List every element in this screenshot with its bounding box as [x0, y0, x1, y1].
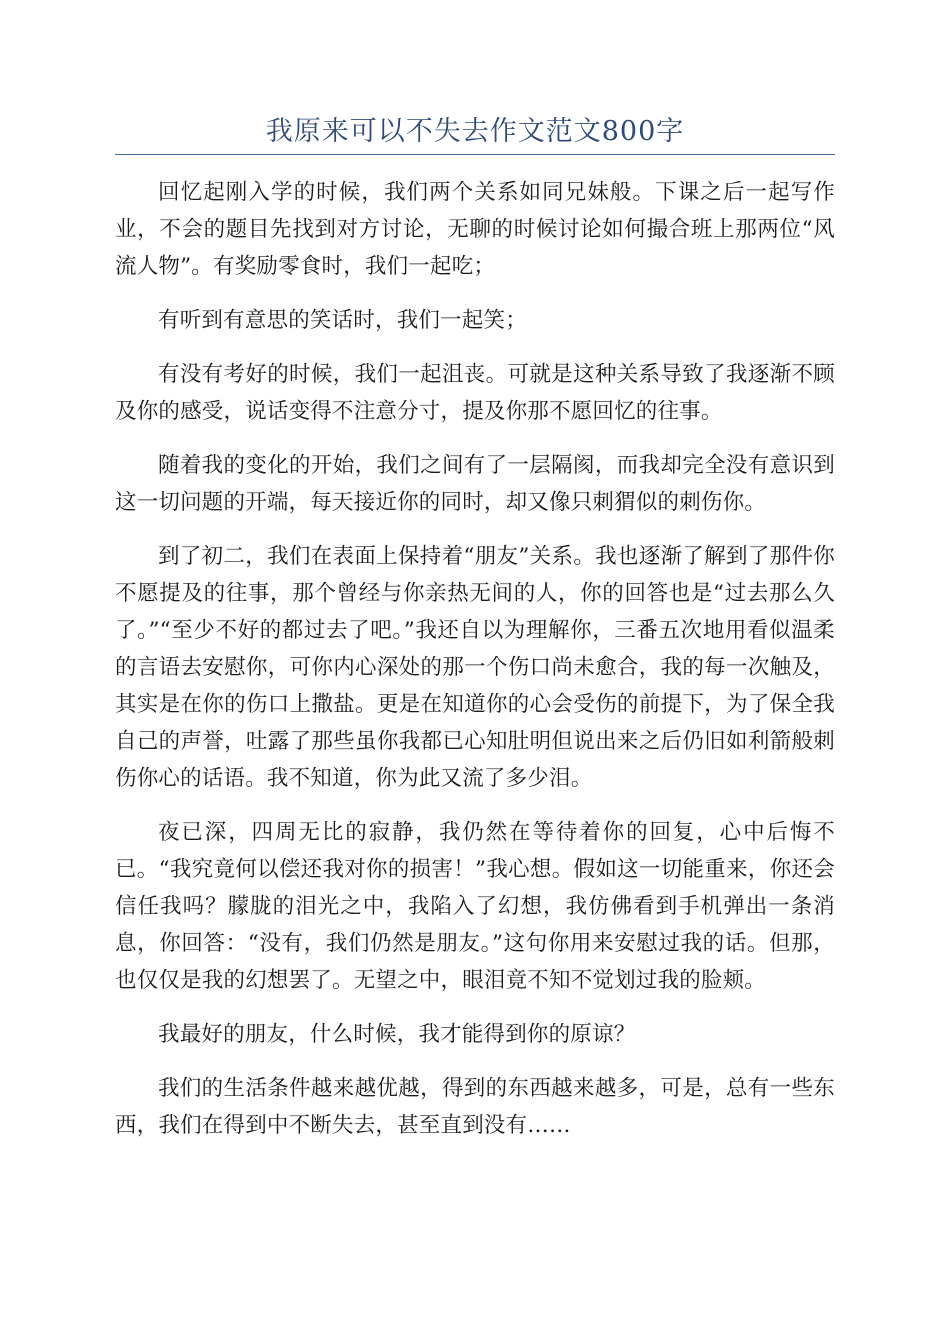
paragraph: 有听到有意思的笑话时，我们一起笑；	[158, 308, 527, 333]
paragraph: 夜已深，四周无比的寂静，我仍然在等待着你的回复，心中后悔不已。“我究竟何以偿还我对你的损害！”我心想。假如这一切能重来，你还会信任我吗？朦胧的泪光之中，我陷入了幻想，我仿佛看到手机弹出一条消息，你回答：“没有，我们仍然是朋友。”这句你用来安慰过我的话。但那，也仅仅是我的幻想罢了。无望之中，眼泪竟不知不觉划过我的脸颊。	[115, 820, 835, 993]
paragraph: 我最好的朋友，什么时候，我才能得到你的原谅？	[158, 1022, 636, 1047]
paragraph: 回忆起刚入学的时候，我们两个关系如同兄妹般。下课之后一起写作业，不会的题目先找到对方讨论，无聊的时候讨论如何撮合班上那两位“风流人物”。有奖励零食时，我们一起吃；	[115, 180, 835, 279]
paragraph: 到了初二，我们在表面上保持着“朋友”关系。我也逐渐了解到了那件你不愿提及的往事，那个曾经与你亲热无间的人，你的回答也是“过去那么久了。”“至少不好的都过去了吧。”我还自以为理解你，三番五次地用看似温柔的言语去安慰你，可你内心深处的那一个伤口尚未愈合，我的每一次触及，其实是在你的伤口上撒盐。更是在知道你的心会受伤的前提下，为了保全我自己的声誉，吐露了那些虽你我都已心知肚明但说出来之后仍旧如利箭般刺伤你心的话语。我不知道，你为此又流了多少泪。	[115, 544, 835, 791]
title-underline	[115, 154, 835, 155]
paragraph: 有没有考好的时候，我们一起沮丧。可就是这种关系导致了我逐渐不顾及你的感受，说话变得不注意分寸，提及你那不愿回忆的往事。	[115, 362, 835, 424]
document-body	[115, 174, 835, 1161]
paragraph: 随着我的变化的开始，我们之间有了一层隔阂，而我却完全没有意识到这一切问题的开端，每天接近你的同时，却又像只刺猬似的刺伤你。	[115, 453, 835, 515]
document-title: 我原来可以不失去作文范文800字	[265, 116, 685, 147]
paragraph: 我们的生活条件越来越优越，得到的东西越来越多，可是，总有一些东西，我们在得到中不断失去，甚至直到没有……	[115, 1076, 835, 1138]
